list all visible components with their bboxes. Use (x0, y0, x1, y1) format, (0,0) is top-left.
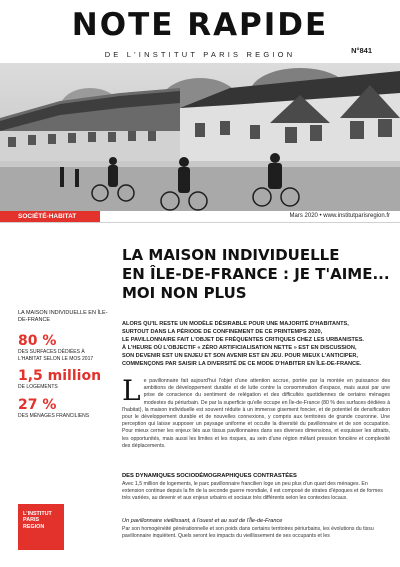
stat-label: DES SURFACES DÉDIÉES À L'HABITAT SELON LE MOS 2017 (18, 349, 94, 362)
body-text: e pavillonnaire fait aujourd'hui l'objet d'une attention accrue, portée par la montée en puissance des ambitions de développement durable et de lutte contre la consommation d'espace, mais aussi par une prise de conscience du sentiment de relégation et des difficultés quotidiennes de certains ménages modestes du périurbain. De par la superficie qu'elle occupe en Île-de-France (80 % des surfaces dédiées à l'habitat), la maison individuelle est souvent réduite à un immense gisement foncier, et de potentiel de densification pour le développement durable et de nouvelles connexions, y compris aux territoires de grande couronne. Une perception qui laisse supposer un paysage uniforme et occulte la diversité du pavillonnaire et de son occupation. Pour mieux cerner les enjeux liés aux tissus pavillonnaires dans ses diverses dimensions, et esquisser les attraits, les opportunités, mais aussi les limites et les risques, au sein d'une région mêlant pression foncière et complexité des déplacements. (122, 378, 390, 449)
rubric-label: SOCIÉTÉ-HABITAT (0, 211, 100, 222)
issue-date-website: Mars 2020 • www.institutparisregion.fr (289, 213, 390, 219)
lead-line: SURTOUT DANS LA PÉRIODE DE CONFINEMENT DE CE PRINTEMPS 2020, (122, 329, 323, 335)
publication-subtitle: DE L'INSTITUT PARIS REGION (104, 50, 296, 59)
institut-paris-region-logo: L'INSTITUT PARIS REGION (18, 504, 64, 550)
lead-line: ALORS QU'IL RESTE UN MODÈLE DÉSIRABLE POUR UNE MAJORITÉ D'HABITANTS, (122, 321, 349, 327)
subsection-heading: Un pavillonnaire vieillissant, à l'ouest et au sud de l'Île-de-France (122, 518, 283, 524)
sidebar-intro: LA MAISON INDIVIDUELLE EN ÎLE-DE-FRANCE (18, 310, 108, 323)
stat-label: DES MÉNAGES FRANCILIENS (18, 412, 90, 419)
section-paragraph: Avec 1,5 million de logements, le parc pavillonnaire francilien loge un peu plus d'un quart des ménages. En extension continue depuis la fin de la seconde guerre mondiale, il est composé de strates d'époques et de formes très variées, au devenir et aux enjeux urbains et sociaux très différents selon les contextes locaux. (122, 481, 383, 502)
masthead-subrow (0, 44, 400, 58)
drop-cap: L (122, 374, 141, 407)
cover-photo (0, 63, 400, 211)
lead-line: SON DEVENIR EST UN ENJEU ET SON AVENIR EST EN JEU. POUR MIEUX L'ANTICIPER, (122, 353, 358, 359)
title-line-1: LA MAISON INDIVIDUELLE (122, 246, 340, 264)
stat-label: DE LOGEMENTS (18, 384, 58, 390)
stat-value: 27 % (18, 396, 57, 413)
body-paragraph (122, 374, 390, 450)
key-figures-sidebar (18, 310, 108, 426)
section-heading: DES DYNAMIQUES SOCIODÉMOGRAPHIQUES CONTRASTÉES (122, 473, 297, 479)
rubric-bar (0, 211, 400, 223)
masthead (0, 8, 400, 58)
publication-title: NOTE RAPIDE (71, 7, 329, 43)
lead-paragraph (122, 320, 390, 368)
lead-line: À L'HEURE OÙ L'OBJECTIF « ZÉRO ARTIFICIALISATION NETTE » EST EN DISCUSSION, (122, 345, 357, 351)
title-line-2: EN ÎLE-DE-FRANCE : JE T'AIME... (122, 265, 390, 283)
title-line-3: MOI NON PLUS (122, 284, 247, 302)
stat-item (18, 398, 108, 420)
lead-line: COMMENÇONS PAR SAISIR LA DIVERSITÉ DE CE MODE D'HABITER EN ÎLE-DE-FRANCE. (122, 361, 362, 367)
subsection-paragraph: Par son homogénéité générationnelle et son poids dans certains territoires périurbains, les évolutions du tissu pavillonnaire inquiètent. Quels seront les impacts du vieillissement de ses occupants et les (122, 526, 374, 540)
stat-item (18, 369, 108, 391)
stat-value: 1,5 million (18, 368, 102, 384)
stat-item (18, 334, 108, 362)
article-title (122, 246, 392, 303)
lead-line: LE PAVILLONNAIRE FAIT L'OBJET DE FRÉQUENTES CRITIQUES CHEZ LES URBANISTES. (122, 337, 364, 343)
issue-number: N°841 (351, 46, 372, 55)
stat-value: 80 % (18, 333, 57, 349)
